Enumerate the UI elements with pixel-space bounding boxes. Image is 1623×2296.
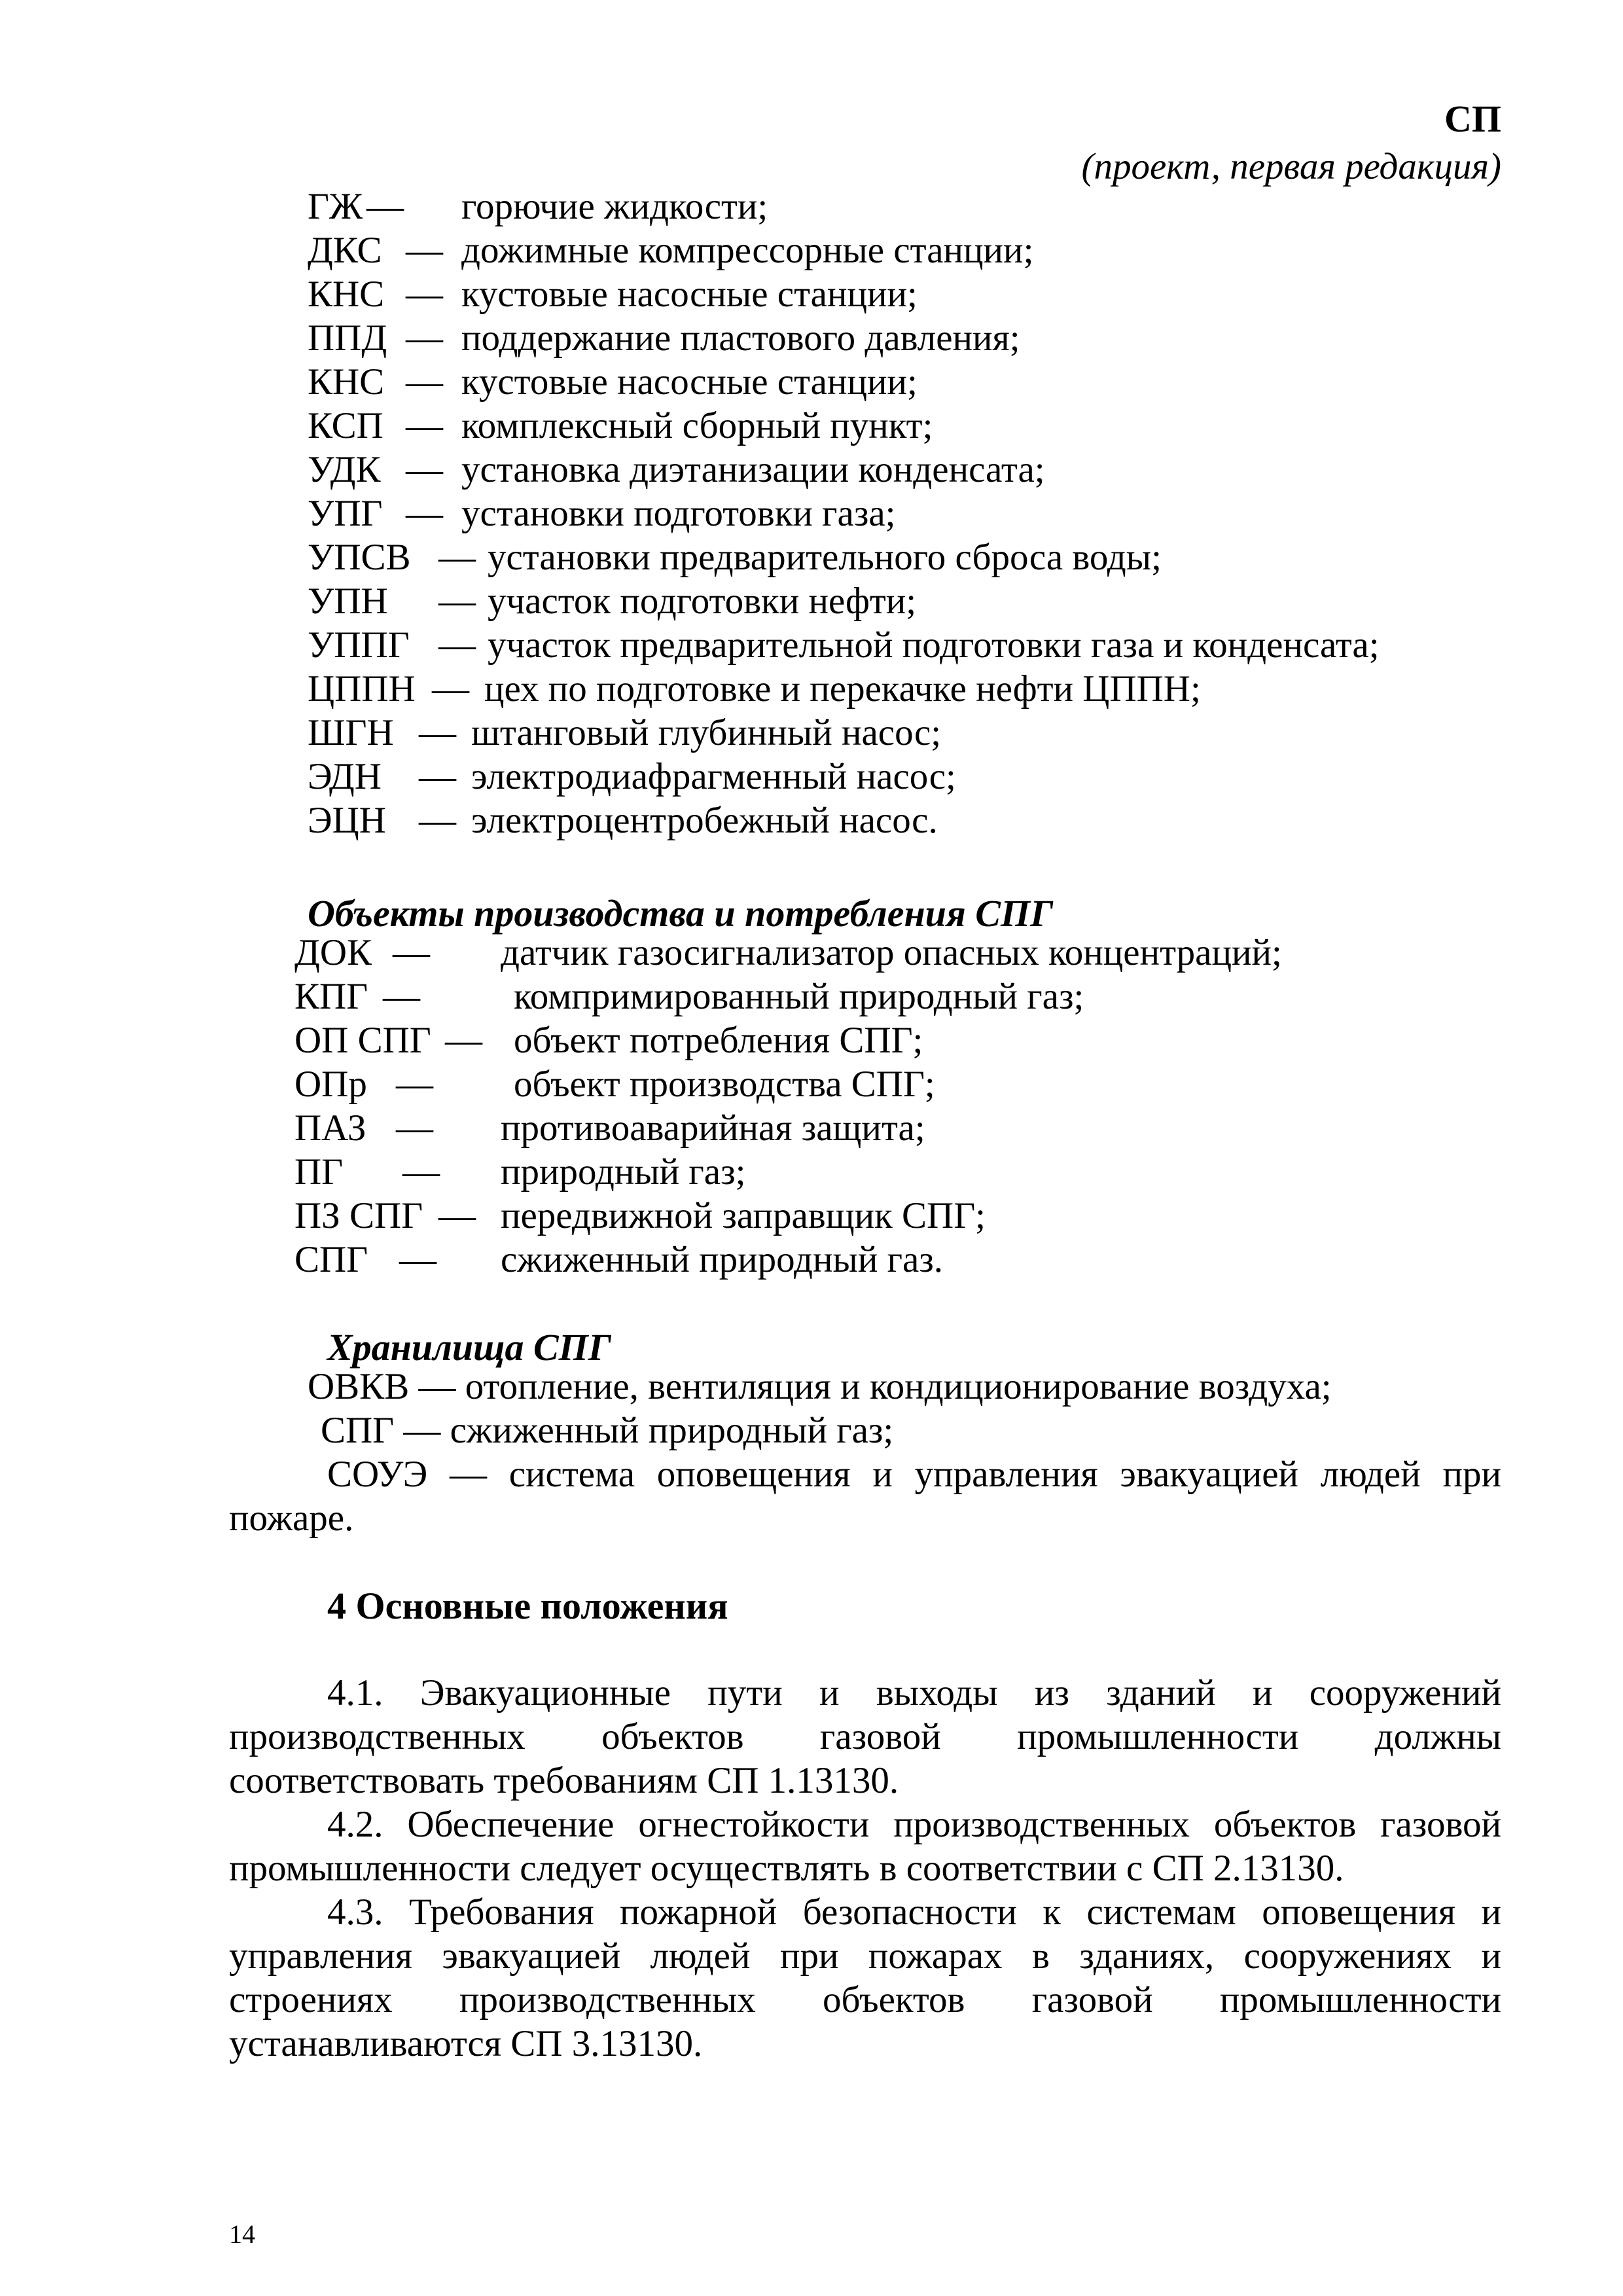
- abbreviation-term: КНС: [308, 274, 385, 315]
- abbreviation-row: [0, 448, 1623, 492]
- abbreviation-row: [0, 492, 1623, 535]
- para-4-1-line-3: соответствовать требованиям СП 1.13130.: [229, 1760, 899, 1801]
- abbreviation-term: ПЗ СПГ: [294, 1195, 423, 1236]
- abbreviation-term: ДОК: [294, 932, 372, 973]
- abbreviation-definition: штанговый глубинный насос;: [471, 712, 942, 753]
- abbreviation-row: [0, 228, 1623, 272]
- abbreviation-term: УППГ: [308, 624, 410, 666]
- abbreviation-dash: —: [438, 581, 476, 622]
- para-4-3-line-2: управления эвакуацией людей при пожарах в зданиях, сооружениях и: [229, 1935, 1501, 1977]
- abbreviation-dash: —: [396, 1107, 433, 1149]
- abbreviation-dash: —: [406, 405, 443, 446]
- abbreviation-term: ППД: [308, 317, 387, 359]
- abbreviation-term: ГЖ: [308, 186, 363, 227]
- page-number: 14: [229, 2219, 255, 2249]
- abbreviation-term: ЭДН: [308, 756, 382, 797]
- abbreviation-dash: —: [438, 624, 476, 666]
- abbreviation-row: [0, 798, 1623, 842]
- abbreviation-row: [0, 1018, 1623, 1062]
- abbreviation-definition: объект производства СПГ;: [514, 1064, 935, 1105]
- abbreviation-row: [0, 667, 1623, 711]
- storage-line-spg: СПГ — сжиженный природный газ;: [321, 1410, 894, 1451]
- section-title-objects: Объекты производства и потребления СПГ: [308, 892, 1054, 935]
- abbreviation-term: КНС: [308, 361, 385, 403]
- abbreviation-row: [0, 711, 1623, 755]
- abbreviation-row: [0, 623, 1623, 667]
- abbreviation-row: [0, 1150, 1623, 1194]
- abbreviation-term: УПГ: [308, 493, 383, 534]
- abbreviation-row: [0, 579, 1623, 623]
- abbreviation-definition: участок предварительной подготовки газа и конденсата;: [488, 624, 1380, 666]
- abbreviation-definition: передвижной заправщик СПГ;: [501, 1195, 986, 1236]
- abbreviation-dash: —: [393, 932, 430, 973]
- para-4-3-line-4: устанавливаются СП 3.13130.: [229, 2023, 703, 2064]
- abbreviation-row: [0, 535, 1623, 579]
- abbreviation-dash: —: [406, 449, 443, 490]
- abbreviation-row: [0, 404, 1623, 448]
- abbreviation-definition: электродиафрагменный насос;: [471, 756, 956, 797]
- abbreviation-row: [0, 1062, 1623, 1106]
- abbreviation-row: [0, 185, 1623, 228]
- abbreviation-dash: —: [402, 1151, 440, 1193]
- abbreviation-definition: кустовые насосные станции;: [461, 361, 918, 403]
- abbreviation-term: ШГН: [308, 712, 394, 753]
- abbreviation-term: СПГ: [294, 1239, 368, 1280]
- abbreviation-row: [0, 755, 1623, 798]
- abbreviation-dash: —: [406, 361, 443, 403]
- abbreviation-definition: датчик газосигнализатор опасных концентраций;: [501, 932, 1282, 973]
- storage-line-soue: СОУЭ — система оповещения и управления эвакуацией людей при: [327, 1454, 1501, 1495]
- abbreviation-dash: —: [432, 668, 469, 709]
- abbreviation-dash: —: [399, 1239, 437, 1280]
- abbreviation-definition: компримированный природный газ;: [514, 976, 1084, 1017]
- abbreviation-row: [0, 1194, 1623, 1238]
- abbreviation-definition: цех по подготовке и перекачке нефти ЦППН;: [484, 668, 1201, 709]
- abbreviation-term: УПН: [308, 581, 388, 622]
- storage-line-soue-cont: пожаре.: [229, 1498, 354, 1539]
- section-title-storage: Хранилища СПГ: [327, 1326, 611, 1369]
- abbreviation-term: ЭЦН: [308, 800, 386, 841]
- abbreviation-dash: —: [419, 800, 456, 841]
- section-4-heading: 4 Основные положения: [327, 1585, 728, 1627]
- abbreviation-row: [0, 975, 1623, 1018]
- abbreviation-definition: участок подготовки нефти;: [488, 581, 917, 622]
- abbreviation-dash: —: [406, 274, 443, 315]
- abbreviation-definition: сжиженный природный газ.: [501, 1239, 944, 1280]
- abbreviation-dash: —: [419, 712, 456, 753]
- para-4-1-line-2: производственных объектов газовой промышленности должны: [229, 1716, 1501, 1757]
- abbreviation-definition: объект потребления СПГ;: [514, 1020, 923, 1061]
- abbreviation-term: КСП: [308, 405, 383, 446]
- abbreviation-dash: —: [406, 317, 443, 359]
- abbreviation-dash: —: [419, 756, 456, 797]
- abbreviation-definition: горючие жидкости;: [461, 186, 768, 227]
- abbreviation-term: ПАЗ: [294, 1107, 366, 1149]
- abbreviation-definition: противоаварийная защита;: [501, 1107, 925, 1149]
- para-4-1-line-1: 4.1. Эвакуационные пути и выходы из зданий и сооружений: [327, 1672, 1501, 1713]
- document-code: СП: [1444, 98, 1501, 140]
- abbreviation-dash: —: [445, 1020, 482, 1061]
- abbreviation-dash: —: [438, 1195, 476, 1236]
- abbreviation-dash: —: [383, 976, 420, 1017]
- abbreviation-dash: —: [366, 186, 404, 227]
- abbreviation-definition: установки подготовки газа;: [461, 493, 896, 534]
- abbreviation-row: [0, 316, 1623, 360]
- document-status: (проект, первая редакция): [1081, 146, 1501, 187]
- abbreviation-term: ЦППН: [308, 668, 416, 709]
- abbreviation-definition: поддержание пластового давления;: [461, 317, 1020, 359]
- abbreviation-term: ОПр: [294, 1064, 367, 1105]
- para-4-3-line-1: 4.3. Требования пожарной безопасности к системам оповещения и: [327, 1892, 1501, 1933]
- abbreviation-definition: установки предварительного сброса воды;: [488, 537, 1162, 578]
- abbreviation-dash: —: [406, 230, 443, 271]
- storage-line-ovkv: ОВКВ — отопление, вентиляция и кондиционирование воздуха;: [308, 1366, 1332, 1407]
- abbreviation-definition: кустовые насосные станции;: [461, 274, 918, 315]
- abbreviation-definition: природный газ;: [501, 1151, 746, 1193]
- abbreviation-row: [0, 360, 1623, 404]
- abbreviation-term: ПГ: [294, 1151, 344, 1193]
- para-4-2-line-2: промышленности следует осуществлять в соответствии с СП 2.13130.: [229, 1848, 1344, 1889]
- abbreviation-term: УДК: [308, 449, 381, 490]
- abbreviation-row: [0, 272, 1623, 316]
- abbreviation-term: УПСВ: [308, 537, 411, 578]
- abbreviation-term: КПГ: [294, 976, 368, 1017]
- abbreviation-dash: —: [396, 1064, 433, 1105]
- abbreviation-dash: —: [438, 537, 476, 578]
- abbreviation-definition: комплексный сборный пункт;: [461, 405, 933, 446]
- abbreviation-definition: дожимные компрессорные станции;: [461, 230, 1034, 271]
- para-4-3-line-3: строениях производственных объектов газовой промышленности: [229, 1979, 1501, 2020]
- abbreviation-term: ОП СПГ: [294, 1020, 431, 1061]
- para-4-2-line-1: 4.2. Обеспечение огнестойкости производственных объектов газовой: [327, 1804, 1501, 1845]
- abbreviation-term: ДКС: [308, 230, 382, 271]
- abbreviation-definition: электроцентробежный насос.: [471, 800, 938, 841]
- abbreviation-dash: —: [406, 493, 443, 534]
- abbreviation-row: [0, 1238, 1623, 1282]
- abbreviation-row: [0, 1106, 1623, 1150]
- abbreviation-row: [0, 931, 1623, 975]
- abbreviation-definition: установка диэтанизации конденсата;: [461, 449, 1045, 490]
